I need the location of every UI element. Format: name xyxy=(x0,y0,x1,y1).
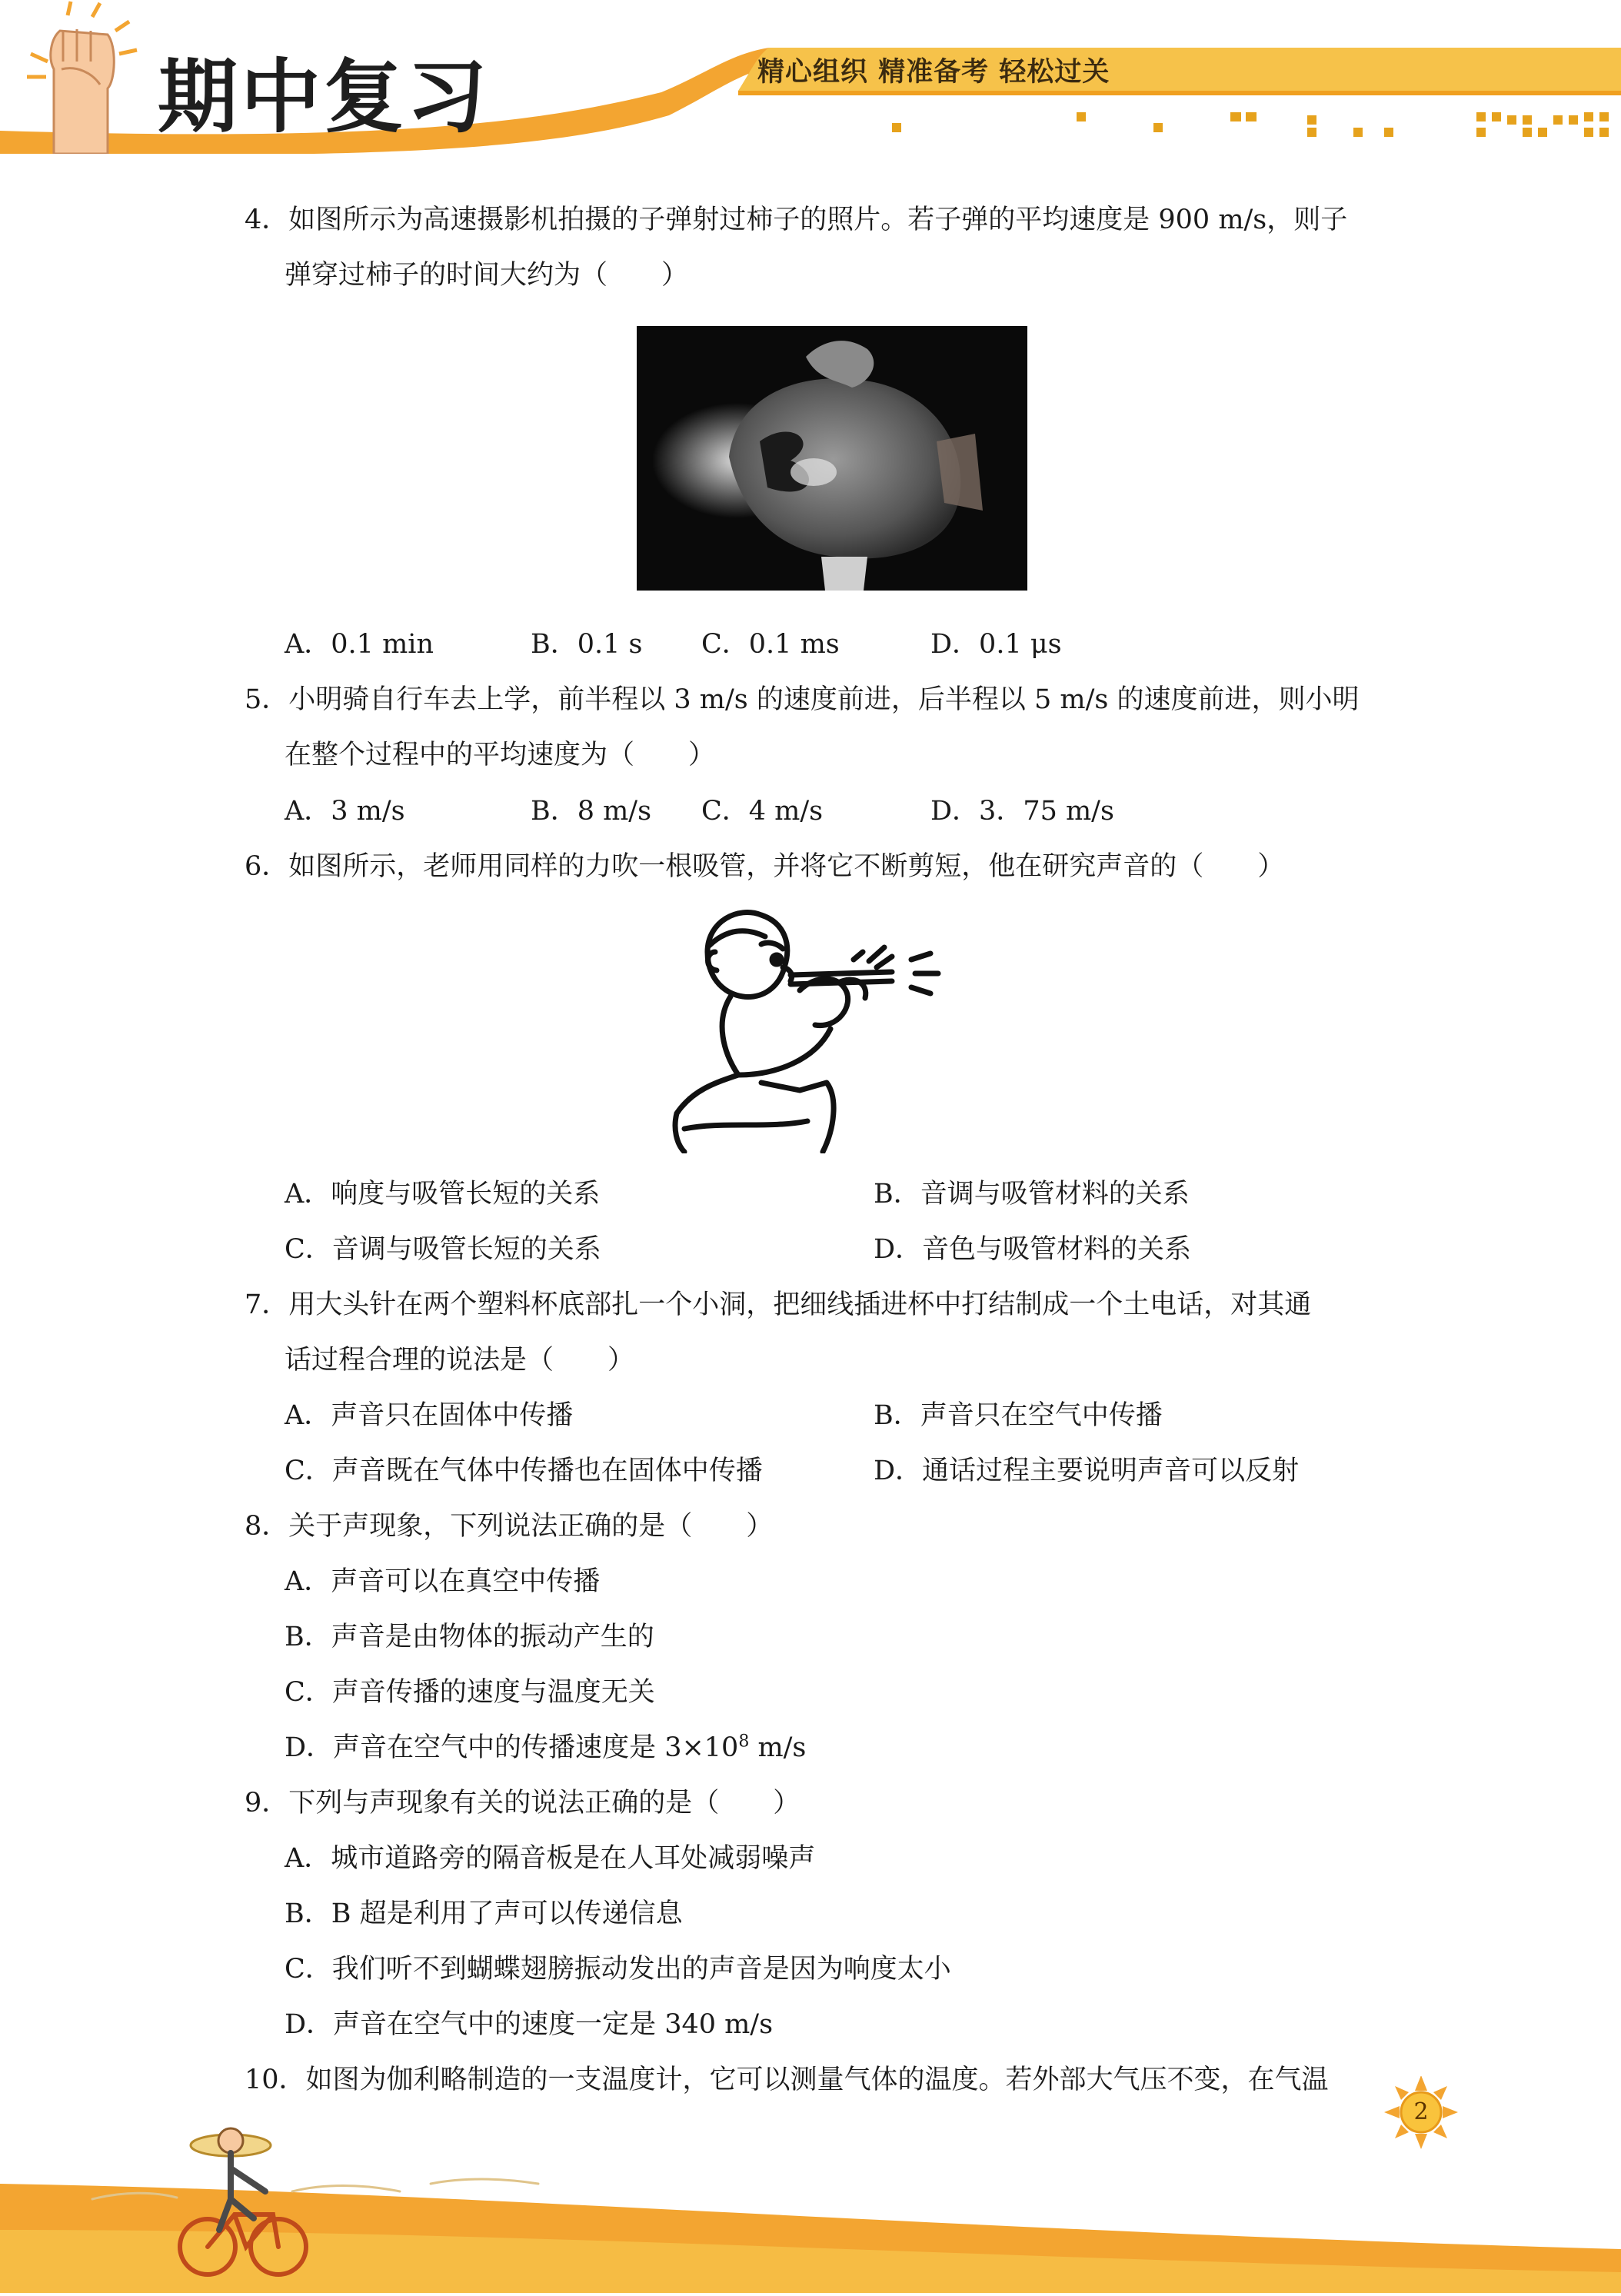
question-5-line-1: 5．小明骑自行车去上学，前半程以 3 m/s 的速度前进，后半程以 5 m/s 的速度前进，则小明 xyxy=(245,684,1360,715)
question-6-line-1: 6．如图所示，老师用同样的力吹一根吸管，并将它不断剪短，他在研究声音的（ ） xyxy=(245,851,1285,882)
unit: m/s xyxy=(749,1732,807,1763)
raised-fist-icon xyxy=(27,2,137,154)
question-5-option-a[interactable]: A．3 m/s xyxy=(285,796,405,827)
exponent: 8 xyxy=(738,1732,750,1752)
question-10-line-1: 10．如图为伽利略制造的一支温度计，它可以测量气体的温度。若外部大气压不变，在气温 xyxy=(245,2065,1329,2095)
question-6-option-b[interactable]: B．音调与吸管材料的关系 xyxy=(874,1179,1190,1210)
question-7-line-2: 话过程合理的说法是（ ） xyxy=(285,1345,635,1376)
question-4-line-1: 4．如图所示为高速摄影机拍摄的子弹射过柿子的照片。若子弹的平均速度是 900 m/s，则子 xyxy=(245,205,1348,235)
question-4-option-b[interactable]: B．0.1 s xyxy=(531,629,643,660)
question-9-option-d[interactable]: D．声音在空气中的速度一定是 340 m/s xyxy=(285,2009,774,2040)
header-title: 期中复习 xyxy=(158,50,491,144)
question-4-option-c[interactable]: C．0.1 ms xyxy=(701,629,840,660)
question-8-line-1: 8．关于声现象，下列说法正确的是（ ） xyxy=(245,1511,774,1542)
question-4-line-2: 弹穿过柿子的时间大约为（ ） xyxy=(285,260,689,291)
question-6-option-a[interactable]: A．响度与吸管长短的关系 xyxy=(285,1179,601,1210)
question-7-line-1: 7．用大头针在两个塑料杯底部扎一个小洞，把细线插进杯中打结制成一个土电话，对其通 xyxy=(245,1289,1312,1320)
question-9-option-a[interactable]: A．城市道路旁的隔音板是在人耳处减弱噪声 xyxy=(285,1843,816,1874)
question-9-option-c[interactable]: C．我们听不到蝴蝶翅膀振动发出的声音是因为响度太小 xyxy=(285,1954,951,1985)
question-7-option-a[interactable]: A．声音只在固体中传播 xyxy=(285,1400,574,1431)
question-4-option-a[interactable]: A．0.1 min xyxy=(285,629,434,660)
question-8-option-c[interactable]: C．声音传播的速度与温度无关 xyxy=(285,1677,655,1708)
bullet-persimmon-photo xyxy=(637,326,1027,591)
question-7-option-c[interactable]: C．声音既在气体中传播也在固体中传播 xyxy=(285,1456,763,1486)
page-number: 2 xyxy=(1413,2098,1429,2125)
teacher-blowing-straw-illustration xyxy=(661,898,984,1153)
footer-graphic xyxy=(0,2076,1621,2293)
question-7-option-d[interactable]: D．通话过程主要说明声音可以反射 xyxy=(874,1456,1300,1486)
question-8-option-d[interactable] xyxy=(285,1726,806,1765)
page-header xyxy=(0,0,1621,154)
question-8-option-b[interactable]: B．声音是由物体的振动产生的 xyxy=(285,1622,654,1652)
question-8-option-a[interactable]: A．声音可以在真空中传播 xyxy=(285,1566,601,1597)
question-5-option-b[interactable]: B．8 m/s xyxy=(531,796,652,827)
page-footer xyxy=(0,2076,1621,2293)
decorative-dots xyxy=(892,112,1609,137)
question-6-option-d[interactable]: D．音色与吸管材料的关系 xyxy=(874,1234,1192,1265)
option-d-text: D．声音在空气中的传播速度是 3×10 xyxy=(285,1732,739,1763)
question-4-option-d[interactable]: D．0.1 μs xyxy=(930,629,1062,660)
header-slogan: 精心组织 精准备考 轻松过关 xyxy=(757,57,1110,88)
question-7-option-b[interactable]: B．声音只在空气中传播 xyxy=(874,1400,1163,1431)
question-9-option-b[interactable]: B．B 超是利用了声可以传递信息 xyxy=(285,1898,683,1929)
question-6-option-c[interactable]: C．音调与吸管长短的关系 xyxy=(285,1234,601,1265)
question-9-line-1: 9．下列与声现象有关的说法正确的是（ ） xyxy=(245,1788,801,1818)
question-5-line-2: 在整个过程中的平均速度为（ ） xyxy=(285,740,716,770)
question-5-option-c[interactable]: C．4 m/s xyxy=(701,796,824,827)
question-5-option-d[interactable]: D．3．75 m/s xyxy=(930,796,1114,827)
